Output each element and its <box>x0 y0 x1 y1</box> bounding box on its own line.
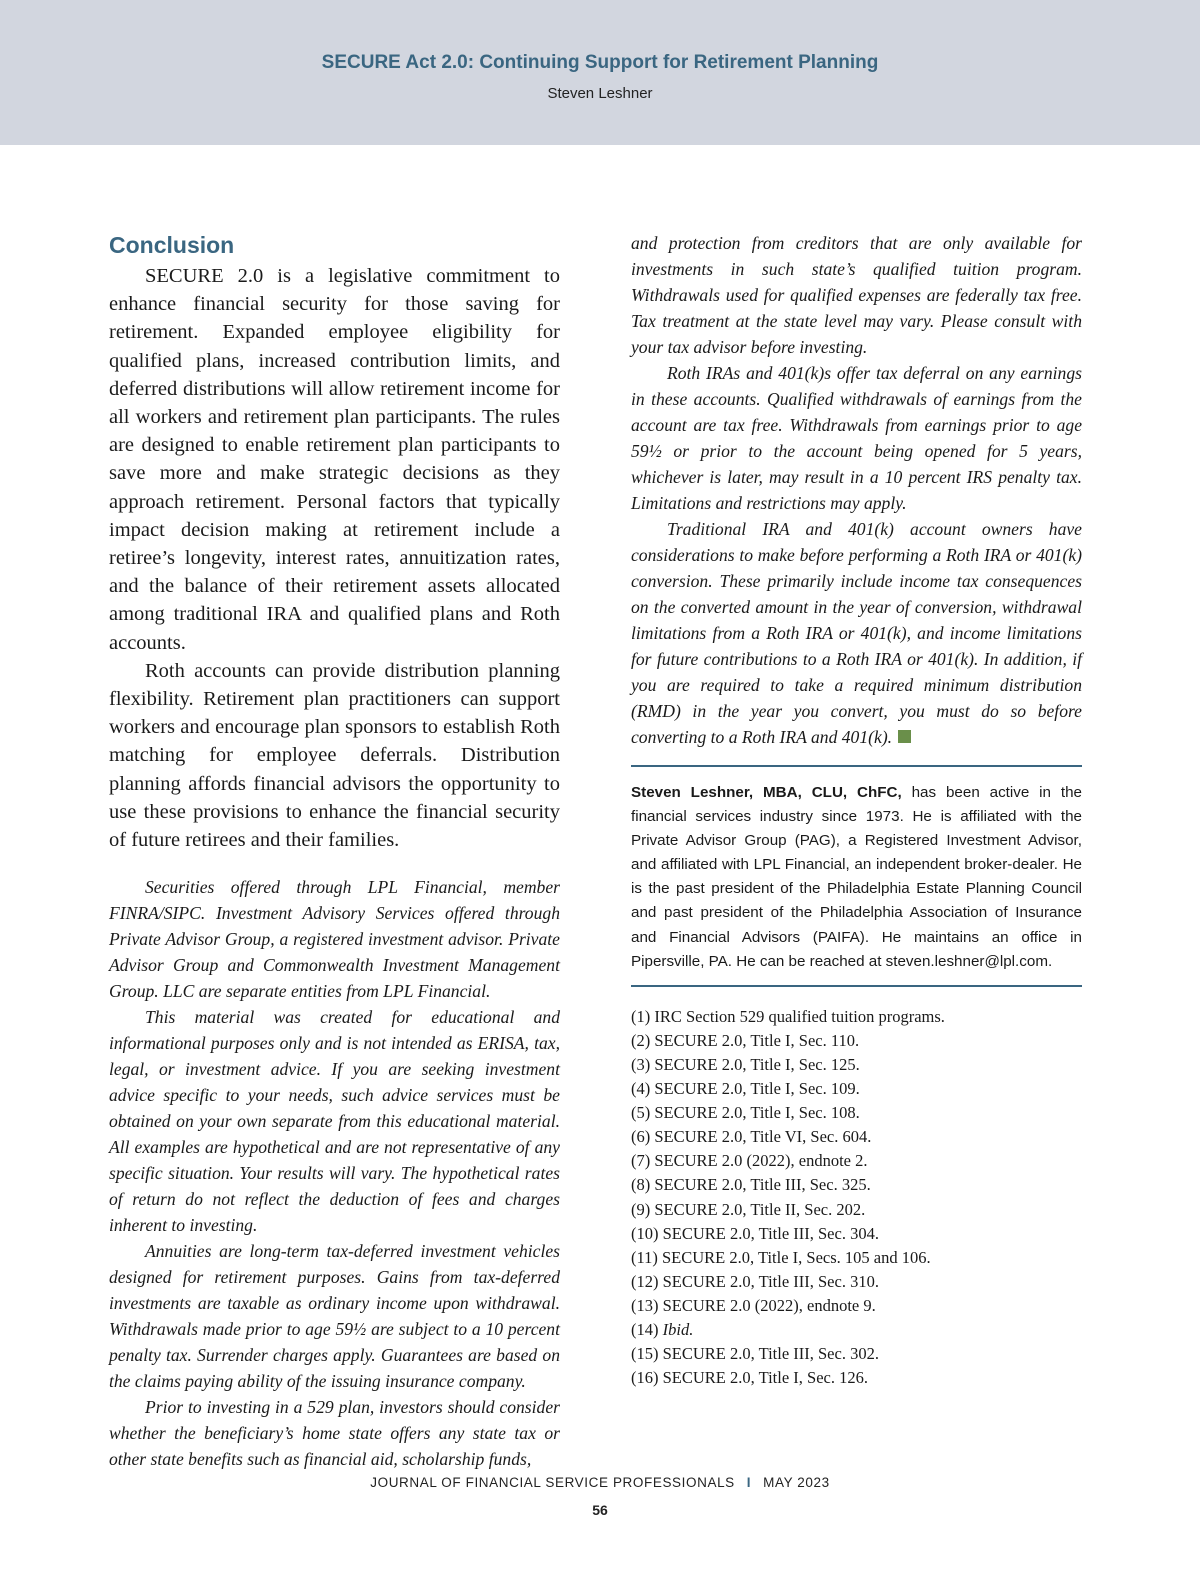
right-column <box>631 230 1082 1390</box>
article-title: SECURE Act 2.0: Continuing Support for Retirement Planning <box>321 52 879 73</box>
endnotes-list <box>631 1005 1082 1391</box>
disclosure-paragraph <box>631 516 1082 750</box>
footer-separator: I <box>746 1475 752 1490</box>
endnote: (6) SECURE 2.0, Title VI, Sec. 604. <box>631 1127 872 1147</box>
author-bio-text: has been active in the financial services industry since 1973. He is affiliated with the Private Advisor Group (PAG), a Registered Investment Advisor, and affiliated with LPL Financial, an independent broker-dealer. He is the past president of the Philadelphia Estate Planning Council and past president of the Philadelphia Association of Insurance and Financial Advisors (PAIFA). He maintains an office in Pipersville, PA. He can be reached at steven.leshner@lpl.com. <box>631 784 1082 970</box>
endnote: (7) SECURE 2.0 (2022), endnote 2. <box>631 1151 868 1171</box>
endnote: (12) SECURE 2.0, Title III, Sec. 310. <box>631 1271 879 1291</box>
endnote: (16) SECURE 2.0, Title I, Sec. 126. <box>631 1368 868 1388</box>
disclosure-paragraph: Securities offered through LPL Financial, member FINRA/SIPC. Investment Advisory Services offered through Private Advisor Group, a registered investment advisor. Private Advisor Group and Commonwealth Investment Management Group. LLC are separate entities from LPL Financial. <box>109 877 560 1002</box>
disclosure-paragraph: Annuities are long-term tax-deferred investment vehicles designed for retirement purposes. Gains from tax-deferred investments are taxable as ordinary income upon withdrawal. Withdrawals made prior to age 59½ are subject to a 10 percent penalty tax. Surrender charges apply. Guarantees are based on the claims paying ability of the issuing insurance company. <box>109 1241 560 1392</box>
disclosure-text: Traditional IRA and 401(k) account owners have considerations to make before performing a Roth IRA or 401(k) conversion. These primarily include income tax consequences on the converted amount in the year of conversion, withdrawal limitations from a Roth IRA or 401(k), and income limitations for future contributions to a Roth IRA or 401(k). In addition, if you are required to take a required minimum distribution (RMD) in the year you convert, you must do so before converting to a Roth IRA and 401(k). <box>631 519 1082 747</box>
disclosure-paragraph: This material was created for educational and informational purposes only and is not intended as ERISA, tax, legal, or investment advice. If you are seeking investment advice specific to your needs, such advice services must be obtained on your own separate from this educational material. All examples are hypothetical and are not representative of any specific situation. Your results will vary. The hypothetical rates of return do not reflect the deduction of fees and charges inherent to investing. <box>109 1007 560 1236</box>
endnote: (3) SECURE 2.0, Title I, Sec. 125. <box>631 1054 860 1074</box>
endnote-ibid: Ibid. <box>662 1319 694 1339</box>
endnote: (5) SECURE 2.0, Title I, Sec. 108. <box>631 1103 860 1123</box>
page-number: 56 <box>592 1502 608 1518</box>
journal-footer <box>0 1475 1200 1490</box>
body-paragraph: Roth accounts can provide distribution planning flexibility. Retirement plan practitioners can support workers and encourage plan sponsors to establish Roth matching for employee deferrals. Distribution planning affords financial advisors the opportunity to use these provisions to enhance the financial security of future retirees and their families. <box>109 659 560 852</box>
endnote: (4) SECURE 2.0, Title I, Sec. 109. <box>631 1079 860 1099</box>
endnote: (9) SECURE 2.0, Title II, Sec. 202. <box>631 1199 866 1219</box>
author-bio-name: Steven Leshner, MBA, CLU, ChFC, <box>631 784 902 801</box>
endnote: (13) SECURE 2.0 (2022), endnote 9. <box>631 1295 876 1315</box>
left-column <box>109 230 560 1472</box>
disclosure-paragraph: Roth IRAs and 401(k)s offer tax deferral on any earnings in these accounts. Qualified withdrawals of earnings from the account are tax free. Withdrawals from earnings prior to age 59½ or prior to the account being opened for 5 years, whichever is later, may result in a 10 percent IRS penalty tax. Limitations and restrictions may apply. <box>631 363 1082 513</box>
disclosure-continuation: and protection from creditors that are only available for investments in such state’s qualified tuition program. Withdrawals used for qualified expenses are federally tax free. Tax treatment at the state level may vary. Please consult with your tax advisor before investing. <box>631 233 1082 357</box>
article-author: Steven Leshner <box>547 85 653 102</box>
endnote: (15) SECURE 2.0, Title III, Sec. 302. <box>631 1344 879 1364</box>
endnote: (8) SECURE 2.0, Title III, Sec. 325. <box>631 1175 871 1195</box>
author-bio <box>631 781 1082 974</box>
endnote: (2) SECURE 2.0, Title I, Sec. 110. <box>631 1030 860 1050</box>
article-header <box>0 0 1200 145</box>
end-of-article-mark <box>898 730 911 743</box>
endnote: (10) SECURE 2.0, Title III, Sec. 304. <box>631 1223 879 1243</box>
section-heading: Conclusion <box>109 232 235 258</box>
body-paragraph: SECURE 2.0 is a legislative commitment to enhance financial security for those saving for retirement. Expanded employee eligibility for qualified plans, increased contribution limits, and deferred distributions will allow retirement income for all workers and retirement plan participants. The rules are designed to enable retirement plan participants to save more and make strategic decisions as they approach retirement. Personal factors that typically impact decision making at retirement include a retiree’s longevity, interest rates, annuitization rates, and the balance of their retirement assets allocated among traditional IRA and qualified plans and Roth accounts. <box>109 265 560 654</box>
endnote: (14) Ibid. <box>631 1319 694 1339</box>
divider <box>631 765 1082 767</box>
endnote: (11) SECURE 2.0, Title I, Secs. 105 and 106. <box>631 1247 931 1267</box>
endnote: (1) IRC Section 529 qualified tuition programs. <box>631 1006 945 1026</box>
divider <box>631 985 1082 987</box>
issue-date: MAY 2023 <box>763 1475 830 1490</box>
disclosure-paragraph: Prior to investing in a 529 plan, investors should consider whether the beneficiary’s home state offers any state tax or other state benefits such as financial aid, scholarship funds, <box>109 1397 560 1470</box>
journal-name: JOURNAL OF FINANCIAL SERVICE PROFESSIONALS <box>370 1475 735 1490</box>
disclosures <box>109 874 560 1472</box>
